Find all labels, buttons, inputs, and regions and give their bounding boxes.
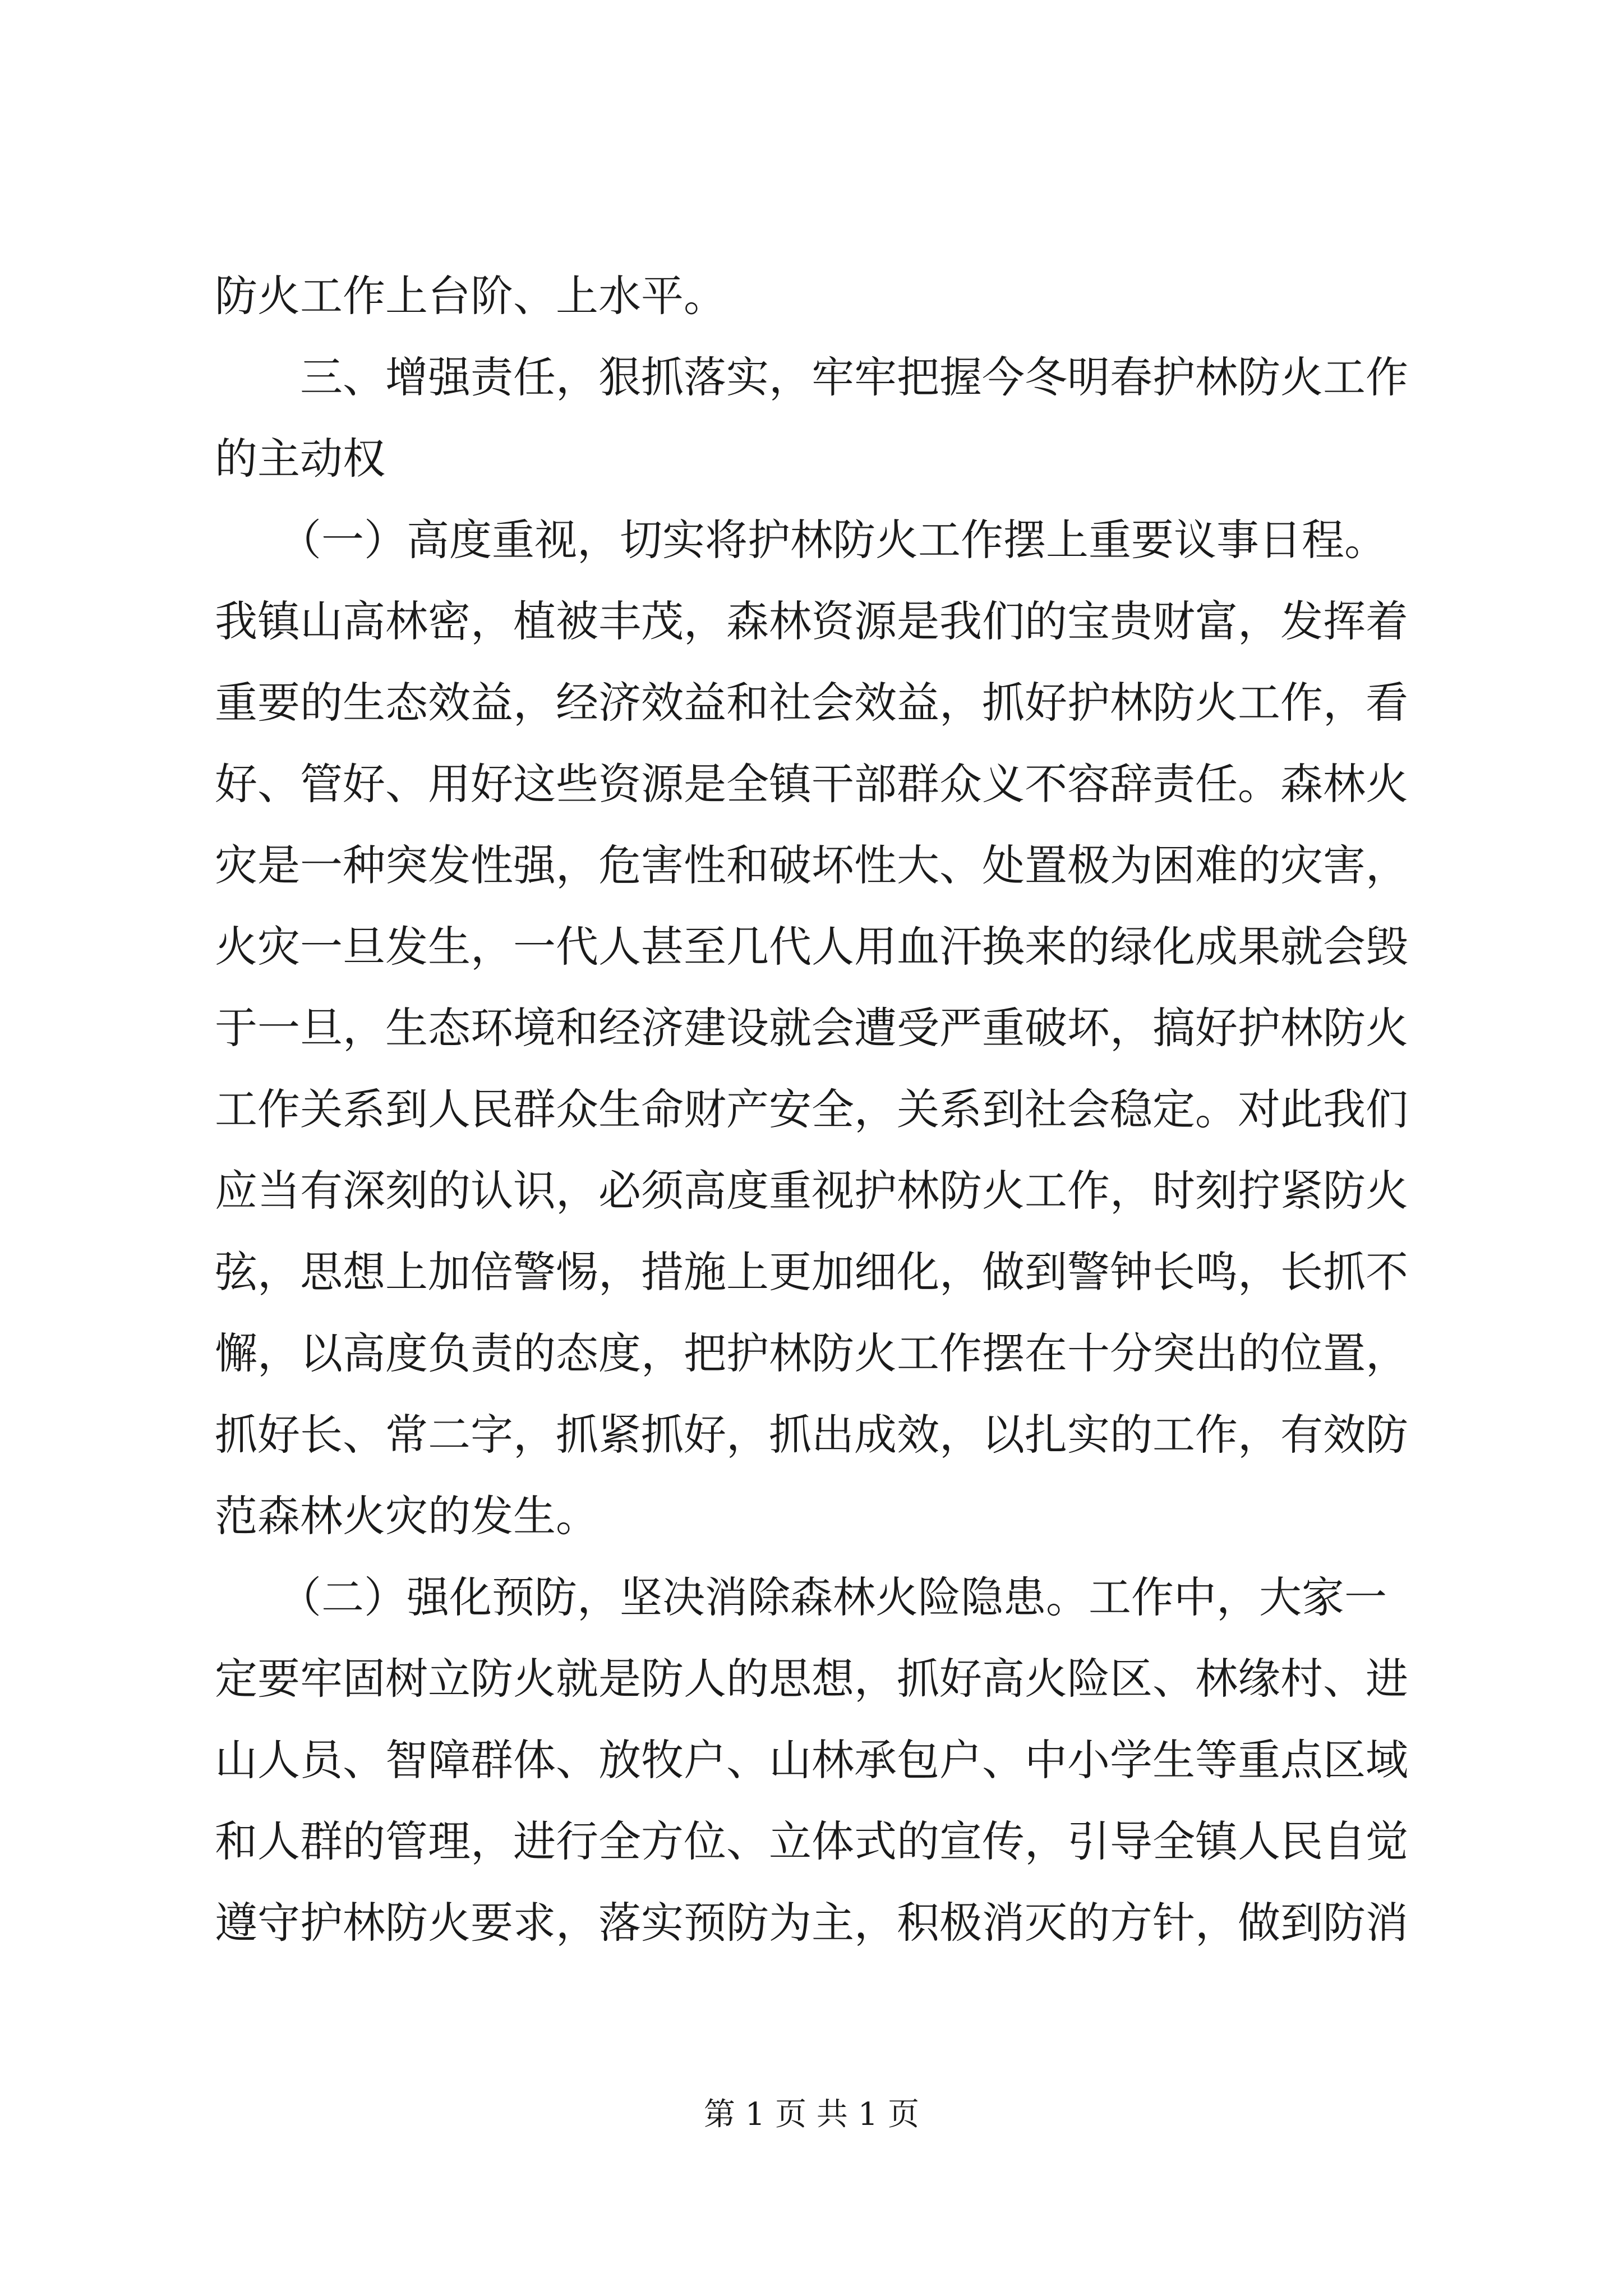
text-line: 重要的生态效益，经济效益和社会效益，抓好护林防火工作，看 — [215, 678, 1408, 728]
section-heading-line: 的主动权 — [215, 434, 385, 484]
text-line: 抓好长、常二字，抓紧抓好，抓出成效，以扎实的工作，有效防 — [215, 1410, 1408, 1460]
text-line: 灾是一种突发性强，危害性和破坏性大、处置极为困难的灾害， — [215, 840, 1408, 890]
text-line: 火灾一旦发生，一代人甚至几代人用血汗换来的绿化成果就会毁 — [215, 922, 1408, 972]
text-line: 定要牢固树立防火就是防人的思想，抓好高火险区、林缘村、进 — [215, 1654, 1408, 1704]
page-footer: 第 1 页 共 1 页 — [703, 2096, 920, 2133]
text-line: 我镇山高林密，植被丰茂，森林资源是我们的宝贵财富，发挥着 — [215, 596, 1408, 646]
text-line: 和人群的管理，进行全方位、立体式的宣传，引导全镇人民自觉 — [215, 1816, 1408, 1866]
text-line: （一）高度重视，切实将护林防火工作摆上重要议事日程。 — [215, 515, 1387, 565]
text-line: 好、管好、用好这些资源是全镇干部群众义不容辞责任。森林火 — [215, 759, 1408, 809]
text-line: 弦，思想上加倍警惕，措施上更加细化，做到警钟长鸣，长抓不 — [215, 1247, 1408, 1297]
document-body — [215, 255, 1437, 1963]
text-line: 于一旦，生态环境和经济建设就会遭受严重破坏，搞好护林防火 — [215, 1003, 1408, 1053]
text-line: （二）强化预防，坚决消除森林火险隐患。工作中，大家一 — [215, 1572, 1387, 1622]
text-line: 遵守护林防火要求，落实预防为主，积极消灭的方针，做到防消 — [215, 1898, 1408, 1948]
text-line: 山人员、智障群体、放牧户、山林承包户、中小学生等重点区域 — [215, 1735, 1408, 1785]
text-line: 懈，以高度负责的态度，把护林防火工作摆在十分突出的位置， — [215, 1328, 1408, 1378]
text-line: 工作关系到人民群众生命财产安全，关系到社会稳定。对此我们 — [215, 1084, 1408, 1134]
section-heading-line: 三、增强责任，狠抓落实，牢牢把握今冬明春护林防火工作 — [215, 352, 1408, 402]
text-line: 范森林火灾的发生。 — [215, 1491, 598, 1541]
text-line: 防火工作上台阶、上水平。 — [215, 271, 726, 321]
text-line: 应当有深刻的认识，必须高度重视护林防火工作，时刻拧紧防火 — [215, 1166, 1408, 1216]
